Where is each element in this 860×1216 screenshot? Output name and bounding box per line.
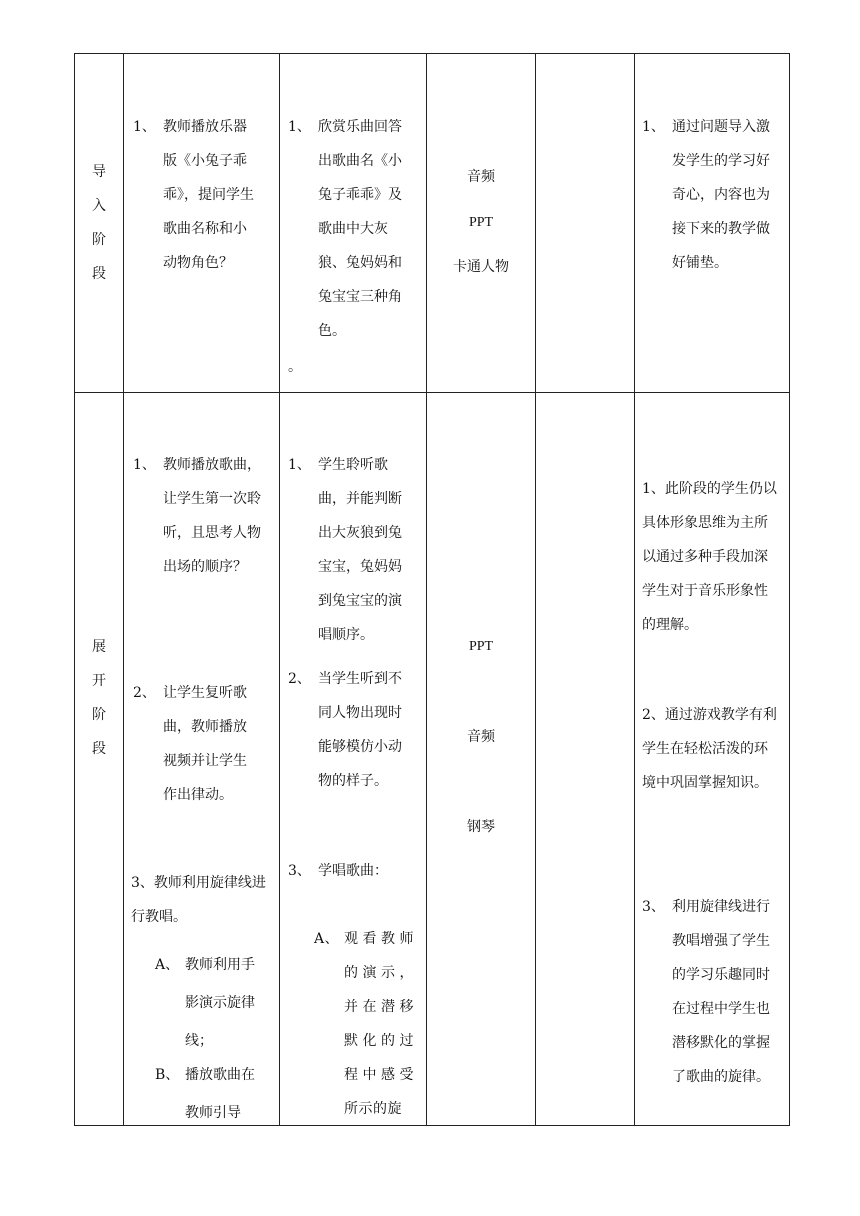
list-item (288, 448, 410, 652)
media-item: 卡通人物 (453, 259, 509, 275)
stage-char: 段 (92, 266, 106, 282)
teacher-activity-development (131, 866, 267, 934)
item-text: 通过问题导入激发学生的学习好奇心，内容也为接下来的教学做好铺垫。 (672, 119, 770, 271)
stage-label-development (75, 630, 123, 766)
student-activity-intro (288, 110, 410, 384)
item-text: 当学生听到不同人物出现时能够模仿小动物的样子。 (318, 671, 402, 789)
purpose-development (642, 698, 780, 800)
column-divider (535, 53, 536, 1126)
list-item (133, 448, 263, 584)
column-divider (789, 53, 790, 1126)
item-text: 播放歌曲在教师引导 (185, 1067, 255, 1121)
item-number: 1、 (133, 457, 156, 473)
item-text: 学唱歌曲： (318, 863, 388, 879)
item-number: 3、 (642, 899, 665, 915)
student-sub-item (314, 922, 414, 1126)
item-text: 观看教师的演示，并在潜移默化的过程中感受所示的旋 (344, 931, 414, 1117)
list-item (642, 890, 774, 1094)
item-text: 教师播放歌曲，让学生第一次聆听，且思考人物出场的顺序？ (163, 457, 261, 575)
media-item: 钢琴 (467, 819, 495, 835)
column-divider (279, 53, 280, 1126)
stage-char: 开 (92, 673, 106, 689)
media-item: 音频 (467, 729, 495, 745)
item-text: 教师播放乐器版《小兔子乖乖》，提问学生歌曲名称和小动物角色？ (163, 119, 254, 271)
teacher-sub-item (155, 946, 261, 1060)
item-text: 利用旋律线进行教唱增强了学生的学习乐趣同时在过程中学生也潜移默化的掌握了歌曲的旋律。 (672, 899, 770, 1085)
list-item (314, 922, 414, 1126)
item-number: A、 (155, 957, 180, 973)
list-item (288, 110, 410, 348)
column-divider (634, 53, 635, 1126)
item-number: A、 (314, 931, 340, 947)
student-activity-development (288, 448, 410, 652)
list-item (155, 1056, 261, 1132)
item-number: 1、 (642, 119, 665, 135)
stage-char: 阶 (92, 232, 106, 248)
media-item: PPT (468, 215, 494, 230)
stage-label-intro (75, 155, 123, 291)
student-activity-development (288, 854, 410, 888)
item-number: 3、 (288, 863, 311, 879)
media-development (427, 630, 535, 844)
list-item (642, 110, 778, 280)
stray-mark: 。 (288, 359, 302, 375)
item-text: 教师利用手影演示旋律线； (185, 957, 255, 1049)
teacher-activity-development (133, 448, 263, 584)
media-item: PPT (468, 639, 494, 654)
media-item: 音频 (467, 169, 495, 185)
stage-char: 展 (92, 639, 106, 655)
item-number: 2、 (133, 685, 156, 701)
list-item (155, 946, 261, 1060)
teacher-activity-development (133, 676, 257, 812)
teacher-sub-item (155, 1056, 261, 1132)
purpose-development (642, 890, 774, 1094)
list-item (133, 676, 257, 812)
item-text: 让学生复听歌曲，教师播放视频并让学生作出律动。 (163, 685, 247, 803)
column-divider (123, 53, 124, 1126)
item-number: 1、 (133, 119, 156, 135)
item-number: 1、 (288, 457, 311, 473)
item-text: 学生聆听歌曲，并能判断出大灰狼到兔宝宝，兔妈妈到兔宝宝的演唱顺序。 (318, 457, 402, 643)
table-border-top (74, 53, 790, 54)
item-number: 2、 (288, 671, 311, 687)
list-item (133, 110, 257, 280)
list-item (288, 854, 410, 888)
item-text: 3、教师利用旋律线进行教唱。 (131, 875, 266, 925)
list-item (288, 662, 410, 798)
purpose-development (642, 472, 780, 642)
item-number: B、 (155, 1067, 180, 1083)
row-divider (74, 392, 790, 393)
item-number: 1、 (288, 119, 311, 135)
stage-char: 导 (92, 164, 106, 180)
purpose-intro (642, 110, 778, 280)
media-intro (427, 155, 535, 290)
item-text: 1、此阶段的学生仍以具体形象思维为主所以通过多种手段加深学生对于音乐形象性的理解。 (642, 481, 777, 633)
stage-char: 阶 (92, 707, 106, 723)
item-text: 欣赏乐曲回答出歌曲名《小兔子乖乖》及歌曲中大灰狼、兔妈妈和兔宝宝三种角色。 (318, 119, 402, 339)
stage-char: 入 (92, 198, 106, 214)
item-text: 2、通过游戏教学有利学生在轻松活泼的环境中巩固掌握知识。 (642, 707, 777, 791)
student-activity-development (288, 662, 410, 798)
teacher-activity-intro (133, 110, 257, 280)
stage-char: 段 (92, 741, 106, 757)
